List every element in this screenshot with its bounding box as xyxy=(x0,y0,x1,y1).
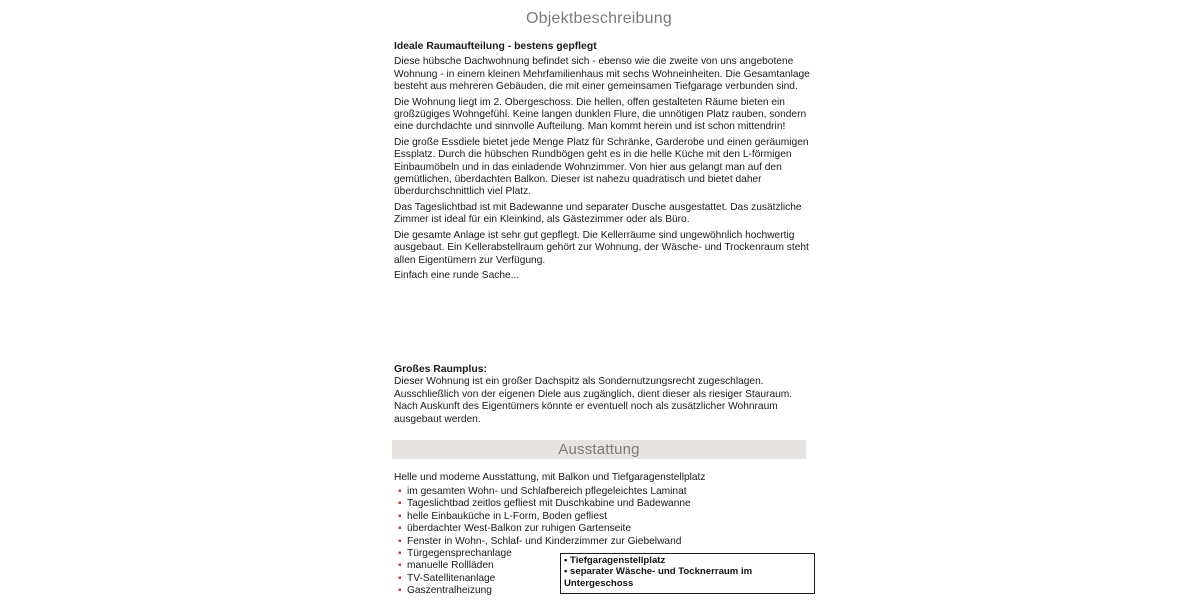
square-bullet-icon: ▪ xyxy=(398,523,402,535)
square-bullet-icon: ▪ xyxy=(398,498,402,510)
feature-text: überdachter West-Balkon zur ruhigen Gartenseite xyxy=(407,523,632,535)
ausstattung-intro: Helle und moderne Ausstattung, mit Balkon und Tiefgaragenstellplatz xyxy=(394,472,706,483)
feature-text: im gesamten Wohn- und Schlafbereich pflegeleichtes Laminat xyxy=(407,486,687,497)
square-bullet-icon: ▪ xyxy=(398,560,402,572)
objekt-paragraph: Einfach eine runde Sache... xyxy=(394,269,520,281)
section-title-objektbeschreibung: Objektbeschreibung xyxy=(526,10,672,27)
feature-text: manuelle Rollläden xyxy=(407,560,494,572)
feature-text: Türgegensprechanlage xyxy=(407,548,512,560)
objekt-paragraph: Das Tageslichtbad ist mit Badewanne und separater Dusche ausgestattet. Das zusätzliche Zimmer ist ideal für ein Kleinkind, als Gästezimmer oder als Büro. xyxy=(394,201,802,226)
annotation-line: • Tiefgaragenstellplatz xyxy=(564,555,666,566)
feature-text: Gaszentralheizung xyxy=(407,585,492,597)
annotation-line: Untergeschoss xyxy=(564,577,634,589)
feature-text: Tageslichtbad zeitlos gefliest mit Duschkabine und Badewanne xyxy=(407,498,691,510)
list-item xyxy=(398,523,691,535)
square-bullet-icon: ▪ xyxy=(398,572,402,584)
feature-text: TV-Satellitenanlage xyxy=(407,572,496,584)
square-bullet-icon: ▪ xyxy=(398,510,402,522)
feature-text: helle Einbauküche in L-Form, Boden gefliest xyxy=(407,510,607,522)
list-item xyxy=(398,486,691,498)
section-title-ausstattung: Ausstattung xyxy=(558,441,640,458)
square-bullet-icon: ▪ xyxy=(398,548,402,560)
square-bullet-icon: ▪ xyxy=(398,585,402,597)
objekt-description xyxy=(394,41,814,285)
objekt-paragraph: Die Wohnung liegt im 2. Obergeschoss. Die hellen, offen gestalteten Räume bieten ein großzügiges Wohngefühl. Keine langen dunklen Flure, die unnötigen Platz rauben, sondern eine durchdachte und sinnvolle Aufteilung. Man kommt herein und ist schon mittendrin! xyxy=(394,96,807,133)
objekt-paragraph: Diese hübsche Dachwohnung befindet sich - ebenso wie die zweite von uns angebotene Wohnung - in einem kleinen Mehrfamilienhaus mit sechs Wohneinheiten. Die Gesamtanlage besteht aus mehreren Gebäuden, die mit einer gemeinsamen Tiefgarage verbunden sind. xyxy=(394,56,810,93)
raumplus-section xyxy=(394,364,814,429)
objekt-paragraph: Die gesamte Anlage ist sehr gut gepflegt. Die Kellerräume sind ungewöhnlich hochwertig ausgebaut. Ein Kellerabstellraum gehört zur Wohnung, der Wäsche- und Trockenraum steht allen Eigentümern zur Verfügung. xyxy=(394,229,809,266)
square-bullet-icon: ▪ xyxy=(398,486,402,497)
list-item xyxy=(398,536,691,548)
raumplus-text: Dieser Wohnung ist ein großer Dachspitz als Sondernutzungsrecht zugeschlagen. Ausschließlich von der eigenen Diele aus zugänglich, dient dieser als riesiger Stauraum. Nach Auskunft des Eigentümers könnte er eventuell noch als zusätzlicher Wohnraum ausgebaut werden. xyxy=(394,376,793,425)
list-item xyxy=(398,498,691,510)
square-bullet-icon: ▪ xyxy=(398,535,402,547)
list-item xyxy=(398,511,691,523)
raumplus-heading: Großes Raumplus: xyxy=(394,364,487,375)
annotation-line: • separater Wäsche- und Tocknerraum im xyxy=(564,566,753,578)
objekt-heading: Ideale Raumaufteilung - bestens gepflegt xyxy=(394,41,597,52)
annotation-box xyxy=(560,553,815,594)
feature-text: Fenster in Wohn-, Schlaf- und Kinderzimmer zur Giebelwand xyxy=(407,535,682,547)
objekt-paragraph: Die große Essdiele bietet jede Menge Platz für Schränke, Garderobe und einen geräumigen Essplatz. Durch die hübschen Rundbögen geht es in die helle Küche mit den L-förmigen Einbaumöbeln und in das einladende Wohnzimmer. Von hier aus gelangt man auf den gemütlichen, überdachten Balkon. Dieser ist nahezu quadratisch und bietet daher überdurchschnittlich viel Platz. xyxy=(394,136,809,198)
